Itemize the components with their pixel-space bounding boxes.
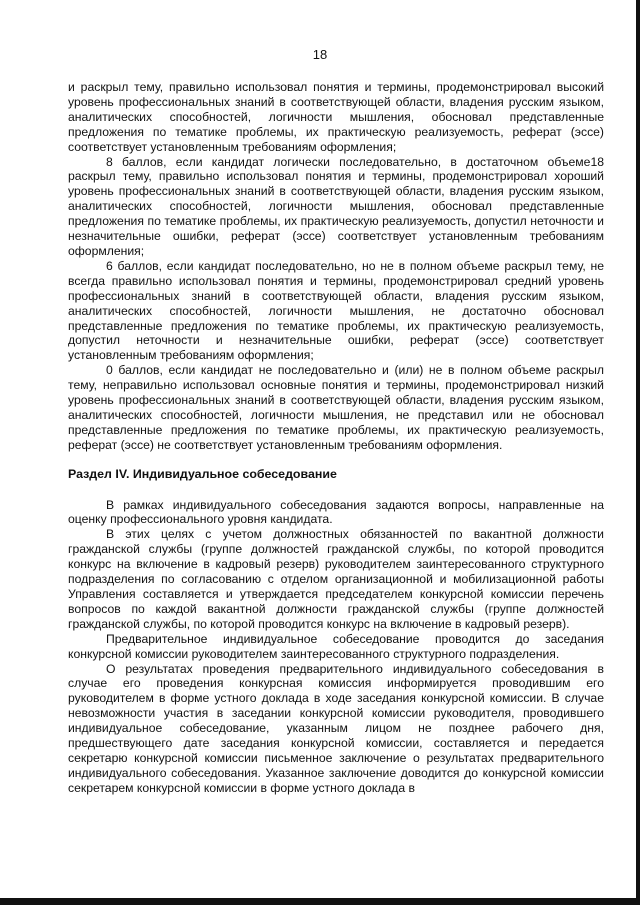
paragraph-interview-results: О результатах проведения предварительного индивидуального собеседования в случае его проведения конкурсная комиссия информируется проводившим его руководителем в форме устного доклада в ходе заседания конкурсной комиссии. В случае невозможности участия в заседании конкурсной комиссии руководителя, проводившего индивидуальное собеседование, указанным лицом не позднее рабочего дня, предшествующего дате заседания конкурсной комиссии, составляется и передается секретарю конкурсной комиссии письменное заключение о результатах предварительного индивидуального собеседования. Указанное заключение доводится до конкурсной комиссии секретарем конкурсной комиссии в форме устного доклада в [68, 661, 604, 795]
paragraph-continuation: и раскрыл тему, правильно использовал понятия и термины, продемонстрировал высокий уровень профессиональных знаний в соответствующей области, владения русским языком, аналитических способностей, логичности мышления, обосновал представленные предложения по тематике проблемы, их практическую реализуемость, реферат (эссе) соответствует установленным требованиям оформления; [68, 80, 604, 154]
paragraph-preliminary-interview: Предварительное индивидуальное собеседование проводится до заседания конкурсной комиссии руководителем заинтересованного структурного подразделения. [68, 631, 604, 661]
paragraph-6-points: 6 баллов, если кандидат последовательно, но не в полном объеме раскрыл тему, не всегда правильно использовал понятия и термины, продемонстрировал средний уровень профессиональных знаний в соответствующей области, владения русским языком, аналитических способностей, логичности мышления, не достаточно обосновал представленные предложения по тематике проблемы, их практическую реализуемость, допустил неточности и незначительные ошибки, реферат (эссе) соответствует установленным требованиям оформления; [68, 258, 604, 363]
page-number: 18 [312, 47, 328, 62]
paragraph-interview-intro: В рамках индивидуального собеседования задаются вопросы, направленные на оценку профессионального уровня кандидата. [68, 497, 604, 527]
paragraph-8-points: 8 баллов, если кандидат логически последовательно, в достаточном объеме18 раскрыл тему, правильно использовал понятия и термины, продемонстрировал хороший уровень профессиональных знаний в соответствующей области, владения русским языком, аналитических способностей, логичности мышления, обосновал представленные предложения по тематике проблемы, их практическую реализуемость, допустил неточности и незначительные ошибки, реферат (эссе) соответствует установленным требованиям оформления; [68, 154, 604, 258]
paragraph-question-list: В этих целях с учетом должностных обязанностей по вакантной должности гражданской службы (группе должностей гражданской службы, по которой проводится конкурс на включение в кадровый резерв) руководителем заинтересованного структурного подразделения по согласованию с отделом организационной и мобилизационной работы Управления составляется и утверждается председателем конкурсной комиссии перечень вопросов по каждой вакантной должности гражданской службы (группе должностей гражданской службы, по которой проводится конкурс на включение в кадровый резерв). [68, 527, 604, 631]
scan-edge-right [636, 0, 640, 905]
section-heading: Раздел IV. Индивидуальное собеседование [68, 466, 337, 481]
scan-edge-bottom [0, 898, 640, 905]
paragraph-0-points: 0 баллов, если кандидат не последовательно и (или) не в полном объеме раскрыл тему, неправильно использовал основные понятия и термины, продемонстрировал низкий уровень профессиональных знаний в соответствующей области, владения русским языком, аналитических способностей, логичности мышления, не представил или не обосновал представленные предложения по тематике проблемы, их практическую реализуемость, реферат (эссе) не соответствует установленным требованиям оформления. [68, 363, 604, 452]
document-body [68, 80, 604, 796]
